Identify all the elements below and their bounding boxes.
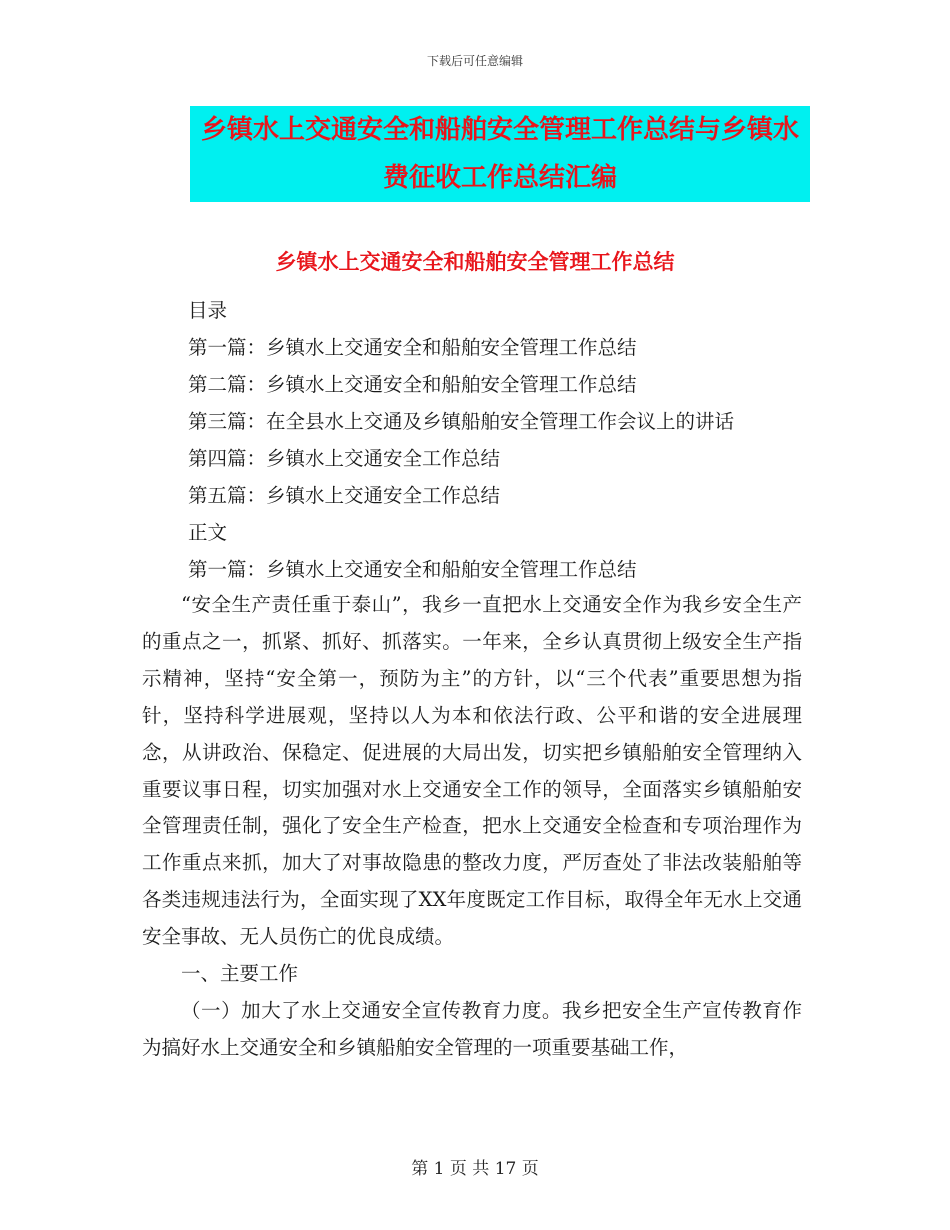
toc-item: 第一篇：乡镇水上交通安全和船舶安全管理工作总结 [188, 336, 637, 359]
toc-item: 第二篇：乡镇水上交通安全和船舶安全管理工作总结 [188, 373, 637, 396]
chapter-heading: 第一篇：乡镇水上交通安全和船舶安全管理工作总结 [188, 558, 637, 581]
section-title: 乡镇水上交通安全和船舶安全管理工作总结 [275, 250, 675, 274]
document-title [190, 106, 810, 202]
main-text-heading: 正文 [188, 521, 228, 544]
header-note: 下载后可任意编辑 [426, 54, 523, 68]
document-title-line1: 乡镇水上交通安全和船舶安全管理工作总结与乡镇水 [200, 115, 799, 145]
toc-heading: 目录 [188, 299, 228, 322]
paragraph: （一）加大了水上交通安全宣传教育力度。我乡把安全生产宣传教育作为搞好水上交通安全和乡镇船舶安全管理的一项重要基础工作， [142, 998, 802, 1059]
toc-item: 第四篇：乡镇水上交通安全工作总结 [188, 447, 501, 470]
toc-item: 第三篇：在全县水上交通及乡镇船舶安全管理工作会议上的讲话 [188, 410, 735, 433]
table-of-contents [188, 292, 828, 588]
toc-item: 第五篇：乡镇水上交通安全工作总结 [188, 484, 501, 507]
subheading: 一、主要工作 [181, 962, 299, 986]
body-text [142, 587, 802, 1067]
document-title-line2: 费征收工作总结汇编 [382, 163, 617, 193]
paragraph: “安全生产责任重于泰山”，我乡一直把水上交通安全作为我乡安全生产的重点之一，抓紧、抓好、抓落实。一年来，全乡认真贯彻上级安全生产指示精神，坚持“安全第一，预防为主”的方针，以“三个代表”重要思想为指针，坚持科学进展观，坚持以人为本和依法行政、公平和谐的安全进展理念，从讲政治、保稳定、促进展的大局出发，切实把乡镇船舶安全管理纳入重要议事日程，切实加强对水上交通安全工作的领导，全面落实乡镇船舶安全管理责任制，强化了安全生产检查，把水上交通安全检查和专项治理作为工作重点来抓，加大了对事故隐患的整改力度，严厉查处了非法改装船舶等各类违规违法行为，全面实现了XX年度既定工作目标，取得全年无水上交通安全事故、无人员伤亡的优良成绩。 [142, 593, 802, 949]
page-number: 第 1 页 共 17 页 [411, 1159, 539, 1179]
